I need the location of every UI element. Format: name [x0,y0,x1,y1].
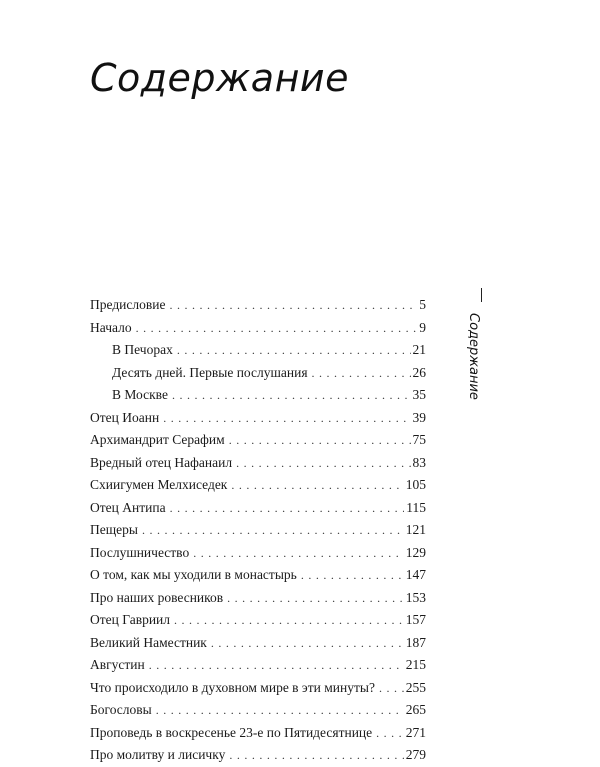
toc-dot-leader [172,384,411,407]
toc-entry-title: Про наших ровесников [90,589,224,605]
toc-entry-title: Схиигумен Мелхиседек [90,477,228,492]
toc-entry-page-number: 75 [412,432,426,447]
toc-entry [90,429,426,452]
toc-entry-title: Десять дней. Первые послушания [112,364,308,380]
page-title: Содержание [90,56,349,100]
toc-entry-page-number: 157 [405,612,426,627]
toc-entry [90,452,426,475]
toc-dot-leader [227,587,404,610]
toc-entry [90,722,426,745]
toc-entry-title: Богословы [90,702,152,717]
toc-entry-title: В Москве [112,387,168,402]
toc-entry-page-number: 115 [406,499,426,515]
running-head: Содержание [466,313,481,400]
toc-entry [90,362,426,385]
toc-entry-title: Предисловие [90,297,166,312]
toc-entry-title: Великий Наместник [90,634,207,650]
toc-entry-page-number: 187 [405,634,426,650]
toc-entry-title: Пещеры [90,522,138,537]
toc-entry-page-number: 9 [419,319,426,335]
toc-entry [90,632,426,655]
toc-entry-page-number: 105 [405,477,426,492]
toc-entry-page-number: 35 [412,387,426,402]
toc-entry [90,339,426,362]
toc-dot-leader [211,632,404,655]
toc-entry [90,587,426,610]
toc-dot-leader [301,564,404,587]
toc-entry [90,407,426,430]
toc-dot-leader [231,474,403,497]
toc-entry [90,744,426,767]
toc-entry-page-number: 215 [405,657,426,672]
toc-dot-leader [174,609,404,632]
toc-entry-page-number: 153 [405,589,426,605]
toc-dot-leader [177,339,411,362]
running-head-rule [481,288,482,302]
toc-entry [90,474,426,497]
toc-entry-page-number: 129 [405,544,426,560]
toc-dot-leader [163,407,410,430]
toc-entry-page-number: 271 [405,724,426,740]
toc-entry-title: Послушничество [90,544,190,560]
toc-entry-title: Проповедь в воскресенье 23-е по Пятидесятнице [90,724,373,740]
toc-entry-title: Вредный отец Нафанаил [90,454,233,470]
toc-entry [90,519,426,542]
toc-entry-page-number: 21 [412,342,426,357]
toc-entry-title: Отец Иоанн [90,409,160,425]
toc-entry-page-number: 279 [405,747,426,762]
toc-dot-leader [376,722,404,745]
toc-dot-leader [229,429,411,452]
toc-dot-leader [312,362,411,385]
toc-entry-title: О том, как мы уходили в монастырь [90,567,297,582]
toc-dot-leader [229,744,403,767]
toc-entry [90,699,426,722]
toc-entry-title: В Печорах [112,342,173,357]
toc-entry-title: Что происходило в духовном мире в эти минуты? [90,679,375,695]
toc-entry-title: Начало [90,319,132,335]
toc-entry-title: Про молитву и лисичку [90,747,226,762]
toc-dot-leader [379,677,404,700]
toc-entry-page-number: 5 [419,297,426,312]
toc-dot-leader [169,294,417,317]
toc-entry-page-number: 147 [405,567,426,582]
toc-entry [90,654,426,677]
toc-entry [90,677,426,700]
toc-dot-leader [236,452,410,475]
toc-entry-page-number: 121 [405,522,426,537]
toc-entry [90,609,426,632]
toc-entry-title: Августин [90,657,145,672]
toc-dot-leader [170,497,405,520]
toc-entry-page-number: 255 [405,679,426,695]
toc-entry [90,542,426,565]
toc-entry [90,384,426,407]
toc-dot-leader [193,542,404,565]
toc-dot-leader [149,654,404,677]
toc-entry [90,497,426,520]
toc-entry-page-number: 39 [412,409,426,425]
toc-dot-leader [136,317,418,340]
toc-dot-leader [156,699,404,722]
toc-dot-leader [142,519,404,542]
toc-entry [90,564,426,587]
toc-entry-page-number: 26 [412,364,426,380]
toc-entry-title: Отец Антипа [90,499,166,515]
toc-entry-page-number: 265 [405,702,426,717]
toc-entry [90,317,426,340]
toc-entry-page-number: 83 [412,454,426,470]
toc-entry-title: Отец Гавриил [90,612,171,627]
toc-entry-title: Архимандрит Серафим [90,432,225,447]
toc-entry [90,294,426,317]
table-of-contents [90,294,426,767]
